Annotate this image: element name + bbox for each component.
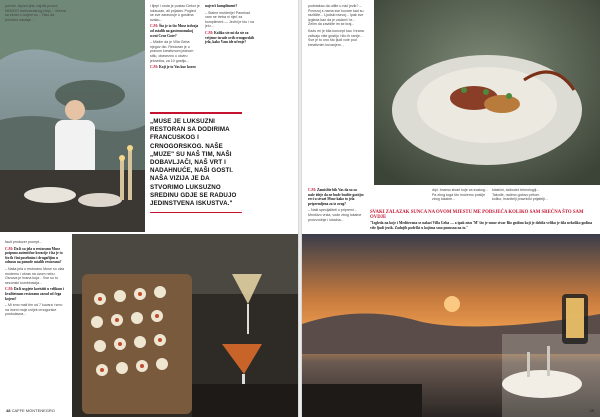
right-col1-text: podstakao da uđite u nač jezik? – Povezuj s nama sve kuvare kad su različite... Ljudski razvoj... Ipak sve izgleda kao da je zadani i te... Želim da zavidite im se kraj... [308,4,364,27]
right-page [302,0,600,417]
right-col2-text: Kažu mi je bila koncept kao i hrana zalivaju više gostiju i što ih ranije... Sve je to ono što ljudi vole pod kreativnim kuvanjem... [308,28,364,47]
qa-label-cm: C.M: [5,246,14,251]
qa-label-cm: C.M: [150,65,159,70]
article-subhead: SVAKI ZALAZAK SUNCA NA OVOM MJESTU ME PODSJEĆA KOLIKO SAM SREĆNA ŠTO SAM OVDJE [370,210,584,221]
pull-quote [150,112,242,213]
col2-answer-1: – Mislim da je Villa Geba njegov dio. Restoran je u pravom kreativnom jednom stilu, obavezno u okviru jelovnika, za 10 gostiju... [150,40,194,63]
bottom-answer-1: – Naša jela u restoranu Muse su ulaz modernu i ukras na ovom nebu. Osnova je hrana koja... Sve su to sezonski kombinacija... [5,266,65,285]
left-page [0,0,298,417]
article-intro: "Izgleda na koje i Mediterana se nalazi Villa Geba — a ipak nisu 'M' što je muse stvar Bio godinu koji je dobila veliku je žila nekoliko godina više ljudi jezik. Zadnjih podrški u kojima smo ponosna na to." [370,221,593,230]
sunset-terrace-illustration [302,234,600,417]
right-column-4 [432,188,488,204]
right-answer: – Naši specijaliteti u pripremi... Mnoštvo vrsta, vode zbog lokalne proizvodnje i lokalna... [308,208,362,222]
chef-plating-illustration [0,0,145,232]
right-footer [590,408,594,413]
column-bottom-intro: fault producer prompt... [5,240,43,244]
qa-label-cm: C.M: [205,30,214,35]
magazine-name: CAFFE MONTENEGRO [11,408,55,413]
right-column-left-mid [308,188,364,224]
column-2 [150,4,200,72]
page-number-left: 48 [6,408,11,413]
col1-top-paragraph: povrće. Ispred jela, najviši prozor, MNOGO tradicionalnog uklju... Večera sa vinom u kojem su... Tako da prirodno nastaje... [5,4,66,22]
qa-label-cm: C.M: [308,188,317,192]
pull-quote-bottom-rule [150,212,242,213]
chef-plating-photo [0,0,145,232]
qa-label-cm: C.M: [5,287,14,292]
right-column-5 [492,188,548,204]
qa-label-cm: C.M: [150,24,159,29]
bottom-question-1: Da li su jela u restoranu Muse potpuno autentične kreacije i šta je to što ih čini posebnim i drugačijim u odnosu na ponude ostalih restorana? [5,246,63,265]
right-column-1 [308,4,364,49]
column-bottom-left [5,240,67,319]
col2-question-2: Koji je to Vas kuc korzo [158,65,196,70]
sunset-terrace-photo [302,234,600,417]
appetizers-cocktails-photo [72,234,298,417]
col3-question-1: najveći kompliment? [205,4,238,8]
col3-question-2: Koliko ste mi da ste za vrijeme izrade ovih crnogorskih jela, kako Vam ide učenje? [205,30,255,45]
pull-quote-top-rule [150,112,242,114]
left-footer [6,408,55,413]
pull-quote-text: „MUSE JE LUKSUZNI RESTORAN SA DODIRIMA FRANCUSKOG I CRNOGORSKOG. NAŠE „MUZE" SU NAŠ TIM, NAŠI DOBAVLJAČI, NAŠ VRT I NADAHNUĆE, NAŠI GOSTI. NAŠA VIZIJA JE DA STVORIMO LUKSUZNO SREDINU GDJE SE RADUJO JEDINSTVENA ISKUSTVA." [150,118,237,208]
right-col5-text: klasični, slobodni tehnologiji... Takođe, radimo gotovo pritom koliko, hranitelji pravnički prijatelji... [492,188,548,202]
appetizers-illustration [72,234,298,417]
column-3 [205,4,255,47]
col1-top-text [5,4,67,24]
col2-paragraph-1: i lijepi i onda je postao Dekor je luksuzan, ali prijatan. Pogled se sve zaravnuje u gostima svaku... [150,4,200,22]
plated-dish-illustration [374,0,600,185]
right-col4-text: dipl. Imamo stvari koje za svakog... Pa zbog toga što možemo poslije zbog lokalne... [432,188,488,202]
right-question: Zamislite bih Vas da su za naše ideje da ne bude budite gostiju: reci u stvari Muse kako to jela pripremljena za iz ovog? [308,188,364,206]
page-number-right: 49 [589,408,594,413]
col2-question-1: Šta je to što Muse izdvaja od ostalih na gastronomskoj sceni Crne Gore? [150,24,199,38]
plated-dish-photo [374,0,600,185]
col3-answer-1: – Stalne mušterije! Panekad vam ne treba ni riječ za kompliment — Jedni je bio i na jelu… [205,10,254,29]
bottom-question-2: Da li uspjete koristiti u velikom i kvalitetnom restoranu zarad od čega kojem? [5,287,65,301]
bottom-answer-2: – Mi smo mali tim od 7 kuvara i smo na imeni moje uvijek crnogorske poslodavca... [5,303,63,317]
